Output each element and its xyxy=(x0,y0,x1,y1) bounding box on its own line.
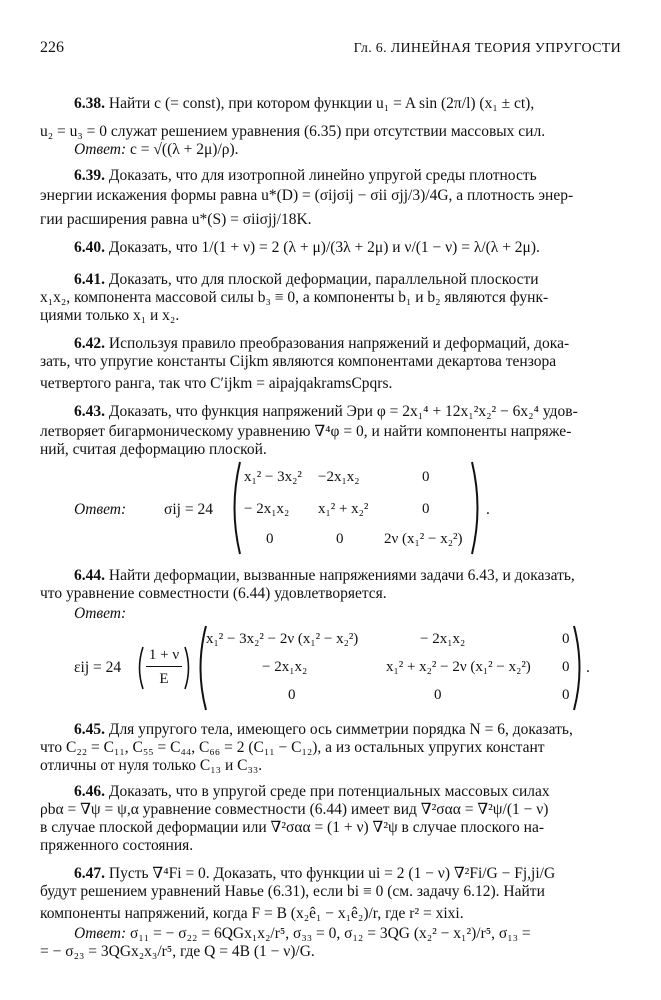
matrix-cell: 0 xyxy=(336,531,344,547)
problem-text: Найти деформации, вызванные напряжениями задачи 6.43, и доказать, xyxy=(108,567,575,584)
left-paren-icon xyxy=(228,460,242,556)
page-number: 226 xyxy=(40,39,64,56)
fraction-denominator: E xyxy=(159,671,169,687)
problem-text: Найти c (= const), при котором функции u₁ = A sin (2π/l) (x₁ ± ct), xyxy=(108,95,535,112)
problem-6-46-line-2: ρbα = ∇ψ = ψ,α уравнение совместности (6.44) имеет вид ∇²σαα = ∇²ψ/(1 − ν) xyxy=(40,801,549,818)
problem-6-47-line-3: компоненты напряжений, когда F = B (x₂ê₁ − x₁ê₂)/r, где r² = xixi. xyxy=(40,905,464,922)
problem-text: Доказать, что 1/(1 + ν) = 2 (λ + μ)/(3λ + 2μ) и ν/(1 − ν) = λ/(λ + 2μ). xyxy=(108,239,540,256)
matrix-cell: −2x₁x₂ xyxy=(318,469,360,485)
problem-6-45-line-2: что C₂₂ = C₁₁, C₅₅ = C₄₄, C₆₆ = 2 (C₁₁ − C₁₂), а из остальных упругих констант xyxy=(40,739,545,756)
answer-lhs: σij = 24 xyxy=(164,501,213,518)
answer-label: Ответ: xyxy=(74,501,127,518)
right-paren-icon xyxy=(184,646,192,690)
problem-text: Доказать, что для изотропной линейно упругой среды плотность xyxy=(108,167,537,184)
problem-6-43-line-3: ний, считая деформацию плоской. xyxy=(40,441,267,458)
problem-6-39-line-3: гии расширения равна u*(S) = σiiσjj/18K. xyxy=(40,211,312,228)
problem-6-43-line-2: летворяет бигармоническому уравнению ∇⁴φ = 0, и найти компоненты напряже- xyxy=(40,423,572,440)
answer-lhs: εij = 24 xyxy=(74,659,122,676)
answer-label: Ответ: xyxy=(74,925,127,942)
problem-6-47-line-1 xyxy=(74,866,555,882)
problem-6-41-line-3: циями только x₁ и x₂. xyxy=(40,307,180,324)
problem-6-38-line-1 xyxy=(74,96,534,112)
end-period: . xyxy=(486,501,490,518)
end-period: . xyxy=(586,659,590,676)
problem-6-46-line-1 xyxy=(74,784,550,800)
matrix-cell: 0 xyxy=(562,631,570,647)
problem-6-44-line-2: что уравнение совместности (6.44) удовлетворяется. xyxy=(40,585,387,602)
running-title: Гл. 6. ЛИНЕЙНАЯ ТЕОРИЯ УПРУГОСТИ xyxy=(353,41,621,56)
matrix-cell: 0 xyxy=(266,531,274,547)
matrix-cell: 0 xyxy=(422,469,430,485)
problem-number: 6.38. xyxy=(74,95,105,112)
matrix-cell: 0 xyxy=(562,659,570,675)
problem-text: Доказать, что функция напряжений Эри φ = 2x₁⁴ + 12x₁²x₂² − 6x₂⁴ удов- xyxy=(108,403,578,420)
problem-6-42-line-3: четвертого ранга, так что C′ijkm = aipajqakramsCpqrs. xyxy=(40,375,393,392)
fraction-numerator: 1 + ν xyxy=(148,647,180,663)
matrix-cell: x₁² + x₂² xyxy=(318,501,369,517)
right-paren-icon xyxy=(470,460,484,556)
problem-number: 6.47. xyxy=(74,865,105,882)
matrix-cell: − 2x₁x₂ xyxy=(244,501,290,517)
problem-6-38-line-2: u₂ = u₃ = 0 служат решением уравнения (6.35) при отсутствии массовых сил. xyxy=(40,123,546,140)
problem-6-40-line-1 xyxy=(74,240,540,256)
problem-text: Используя правило преобразования напряжений и деформаций, дока- xyxy=(108,335,570,352)
problem-number: 6.40. xyxy=(74,239,105,256)
matrix-cell: 0 xyxy=(434,687,442,703)
problem-6-39-line-2: энергии искажения формы равна u*(D) = (σijσij − σii σjj/3)/4G, а плотность энер- xyxy=(40,187,574,204)
problem-text: Доказать, что в упругой среде при потенциальных массовых силах xyxy=(108,783,550,800)
problem-text: Пусть ∇⁴Fi = 0. Доказать, что функции ui = 2 (1 − ν) ∇²Fi/G − Fj,ji/G xyxy=(108,865,556,882)
matrix-cell: x₁² − 3x₂² − 2ν (x₁² − x₂²) xyxy=(206,631,359,647)
problem-number: 6.41. xyxy=(74,271,105,288)
matrix-cell: 0 xyxy=(288,687,296,703)
problem-6-47-answer-2: = − σ₂₃ = 3QGx₂x₃/r⁵, где Q = 4B (1 − ν)/G. xyxy=(40,943,315,960)
problem-number: 6.44. xyxy=(74,567,105,584)
problem-6-41-line-1 xyxy=(74,272,539,288)
right-paren-icon xyxy=(572,624,586,712)
problem-6-43-line-1 xyxy=(74,404,578,420)
problem-6-42-line-2: зать, что упругие константы Cijkm являются компонентами декартова тензора xyxy=(40,353,557,370)
matrix-cell: x₁² − 3x₂² xyxy=(244,469,302,485)
problem-text: Для упругого тела, имеющего ось симметрии порядка N = 6, доказать, xyxy=(108,721,573,738)
problem-6-47-answer-1 xyxy=(74,926,531,942)
matrix-cell: x₁² + x₂² − 2ν (x₁² − x₂²) xyxy=(386,659,531,675)
problem-number: 6.43. xyxy=(74,403,105,420)
problem-6-46-line-3: в случае плоской деформации или ∇²σαα = (1 + ν) ∇²ψ в случае плоского на- xyxy=(40,819,545,836)
problem-number: 6.39. xyxy=(74,167,105,184)
left-paren-icon xyxy=(136,646,144,690)
problem-6-45-line-1 xyxy=(74,722,573,738)
problem-6-41-line-2: x₁x₂, компонента массовой силы b₃ ≡ 0, а компоненты b₁ и b₂ являются функ- xyxy=(40,289,549,306)
matrix-cell: 0 xyxy=(562,687,570,703)
answer-text: c = √((λ + 2μ)/ρ). xyxy=(130,141,239,158)
answer-label: Ответ: xyxy=(74,605,127,622)
problem-6-45-line-3: отличны от нуля только C₁₃ и C₃₃. xyxy=(40,757,263,774)
problem-text: Доказать, что для плоской деформации, параллельной плоскости xyxy=(108,271,539,288)
problem-6-46-line-4: пряженного состояния. xyxy=(40,837,194,854)
matrix-cell: 0 xyxy=(422,501,430,517)
answer-label: Ответ: xyxy=(74,141,127,158)
matrix-cell: − 2x₁x₂ xyxy=(262,659,308,675)
matrix-cell: − 2x₁x₂ xyxy=(420,631,466,647)
problem-number: 6.45. xyxy=(74,721,105,738)
problem-6-42-line-1 xyxy=(74,336,569,352)
problem-number: 6.42. xyxy=(74,335,105,352)
problem-6-47-line-2: будут решением уравнений Навье (6.31), если bi ≡ 0 (см. задачу 6.12). Найти xyxy=(40,883,545,900)
answer-text: σ₁₁ = − σ₂₂ = 6QGx₁x₂/r⁵, σ₃₃ = 0, σ₁₂ = 3QG (x₂² − x₁²)/r⁵, σ₁₃ = xyxy=(130,925,531,942)
fraction-bar xyxy=(146,666,182,667)
problem-6-39-line-1 xyxy=(74,168,537,184)
problem-6-38-answer xyxy=(74,142,239,158)
matrix-cell: 2ν (x₁² − x₂²) xyxy=(384,531,463,547)
problem-6-44-line-1 xyxy=(74,568,575,584)
problem-number: 6.46. xyxy=(74,783,105,800)
